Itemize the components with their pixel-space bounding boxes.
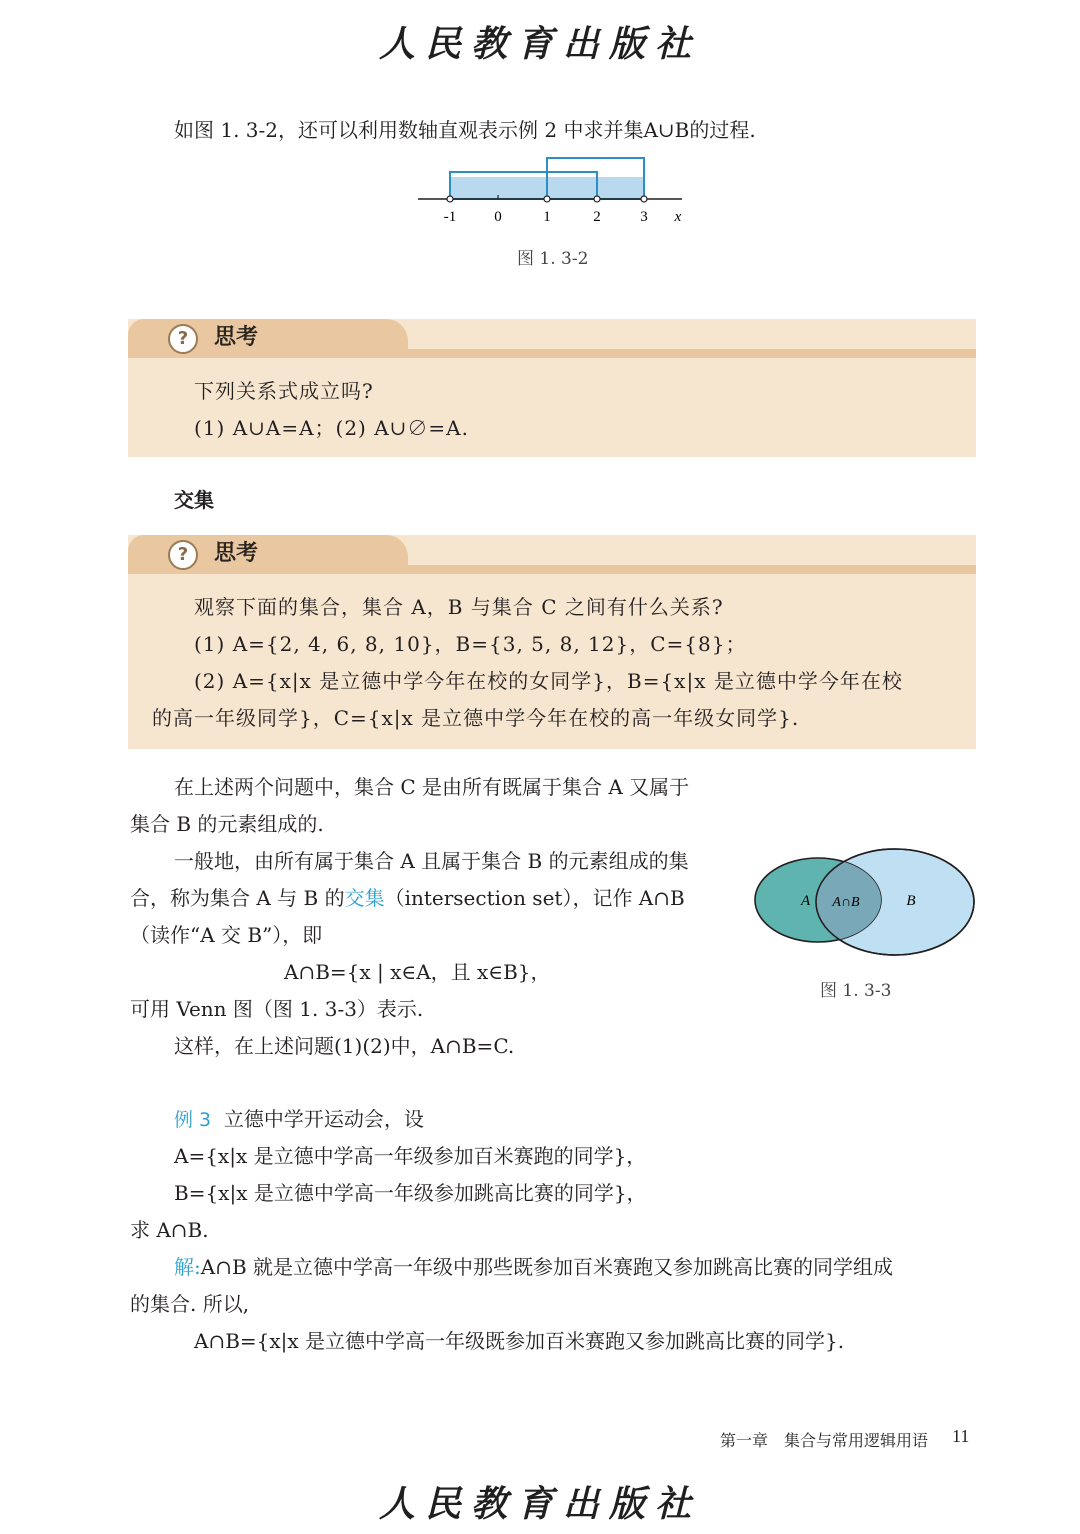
example-ask: 求 A∩B. bbox=[130, 1218, 209, 1242]
body-p4: 这样，在上述问题(1)(2)中，A∩B=C. bbox=[174, 1034, 515, 1058]
publisher-logo-bottom: 人民教育出版社 bbox=[378, 1483, 701, 1525]
question-mark-icon: ? bbox=[168, 324, 198, 354]
body-p3: 可用 Venn 图（图 1. 3-3）表示. bbox=[130, 997, 424, 1021]
body-p1-line1: 在上述两个问题中，集合 C 是由所有既属于集合 A 又属于 bbox=[174, 775, 690, 799]
term-intersection: 交集 bbox=[344, 886, 385, 910]
venn-label-b: B bbox=[906, 893, 916, 909]
example-3-heading bbox=[174, 1101, 424, 1139]
body-p2-line3: （读作“A 交 B”），即 bbox=[130, 923, 323, 947]
footer-chapter: 第一章 集合与常用逻辑用语 bbox=[720, 1431, 929, 1450]
body-p2-line2 bbox=[130, 880, 685, 917]
intro-line: 如图 1. 3-2，还可以利用数轴直观表示例 2 中求并集A∪B的过程. bbox=[174, 118, 756, 142]
definition-post: （intersection set），记作 A∩B bbox=[384, 886, 685, 910]
think-title: 思考 bbox=[214, 541, 259, 566]
think-items: (1) A∪A=A；(2) A∪∅=A. bbox=[194, 416, 469, 440]
example-set-b: B={x|x 是立德中学高一年级参加跳高比赛的同学}， bbox=[174, 1181, 647, 1205]
axis-label: x bbox=[674, 209, 682, 225]
example-set-a: A={x|x 是立德中学高一年级参加百米赛跑的同学}， bbox=[174, 1144, 647, 1168]
think-line: (1) A={2, 4, 6, 8, 10}，B={3, 5, 8, 12}，C={8}； bbox=[194, 632, 747, 656]
solution-result: A∩B={x|x 是立德中学高一年级既参加百米赛跑又参加跳高比赛的同学}. bbox=[194, 1329, 845, 1353]
solution-line2: 的集合. 所以, bbox=[130, 1292, 250, 1316]
number-line-figure bbox=[410, 150, 700, 230]
tick-label: 2 bbox=[593, 209, 601, 225]
think-title: 思考 bbox=[214, 325, 259, 350]
think-box-2 bbox=[128, 535, 976, 749]
think-question: 下列关系式成立吗? bbox=[194, 379, 374, 403]
tick-label: 0 bbox=[494, 209, 502, 225]
solution-text: A∩B 就是立德中学高一年级中那些既参加百米赛跑又参加跳高比赛的同学组成 bbox=[200, 1255, 894, 1279]
point-neg1 bbox=[447, 196, 453, 202]
body-p1-line2: 集合 B 的元素组成的. bbox=[130, 812, 324, 836]
example-label: 例 3 bbox=[174, 1109, 212, 1131]
tick-label: 1 bbox=[543, 209, 551, 225]
solution-line1 bbox=[174, 1249, 893, 1286]
tick-label: -1 bbox=[443, 209, 457, 225]
think-box-1 bbox=[128, 319, 976, 457]
think-line: (2) A={x|x 是立德中学今年在校的女同学}，B={x|x 是立德中学今年在校 bbox=[194, 669, 903, 693]
think-line: 观察下面的集合，集合 A，B 与集合 C 之间有什么关系? bbox=[194, 595, 724, 619]
figure-caption-1-3-3: 图 1. 3-3 bbox=[820, 981, 892, 1001]
think-line: 的高一年级同学}，C={x|x 是立德中学今年在校的高一年级女同学}. bbox=[152, 706, 800, 730]
section-heading: 交集 bbox=[174, 488, 214, 512]
solution-label: 解: bbox=[174, 1255, 201, 1279]
body-p2-line1: 一般地，由所有属于集合 A 且属于集合 B 的元素组成的集 bbox=[174, 849, 689, 873]
publisher-logo-top: 人民教育出版社 bbox=[378, 23, 701, 65]
example-intro: 立德中学开运动会，设 bbox=[223, 1107, 424, 1131]
venn-diagram bbox=[748, 845, 980, 961]
tick-label: 3 bbox=[640, 209, 648, 225]
question-mark-icon: ? bbox=[168, 540, 198, 570]
intersection-formula: A∩B={x | x∈A，且 x∈B}， bbox=[284, 960, 551, 984]
venn-label-a: A bbox=[801, 893, 811, 909]
point-3 bbox=[641, 196, 647, 202]
definition-pre: 合，称为集合 A 与 B 的 bbox=[130, 886, 345, 910]
figure-caption-1-3-2: 图 1. 3-2 bbox=[517, 249, 589, 269]
venn-label-ab: A∩B bbox=[832, 895, 860, 910]
point-1 bbox=[544, 196, 550, 202]
point-2 bbox=[594, 196, 600, 202]
page-number: 11 bbox=[952, 1426, 970, 1446]
